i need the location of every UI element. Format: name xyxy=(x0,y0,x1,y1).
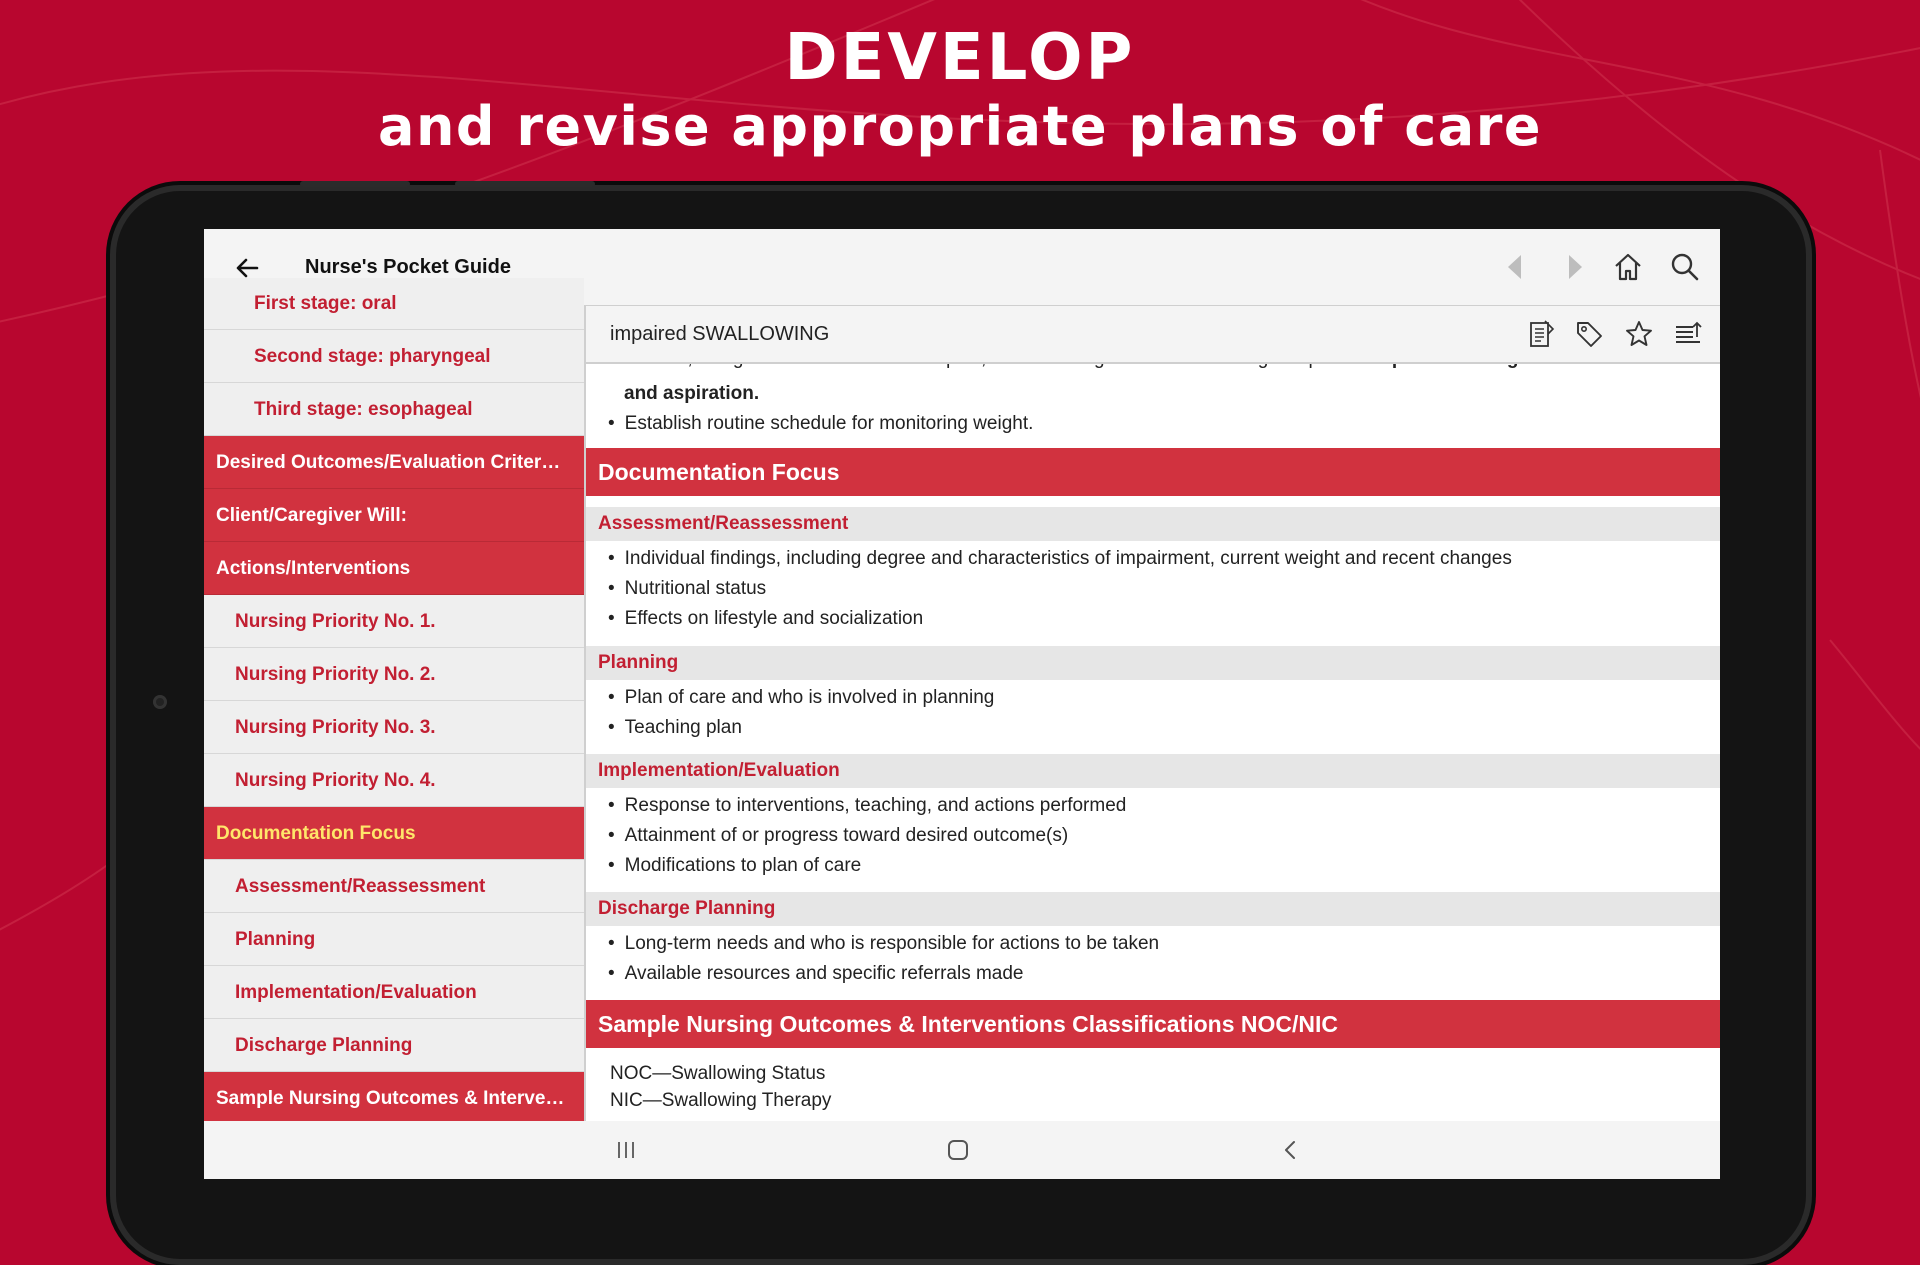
toc-item-planning[interactable]: Planning xyxy=(204,913,584,966)
subsection-heading-assessment: Assessment/Reassessment xyxy=(586,507,1720,541)
toc-item-first-stage[interactable]: First stage: oral xyxy=(204,278,584,330)
section-heading-documentation-focus: Documentation Focus xyxy=(586,448,1720,496)
headline-subtitle: and revise appropriate plans of care xyxy=(378,95,1542,158)
app-screen xyxy=(204,229,1720,1179)
recent-apps-icon[interactable] xyxy=(613,1137,639,1163)
list-item: • Modifications to plan of care xyxy=(608,851,861,881)
list-item: • Individual findings, including degree and characteristics of impairment, current weight and recent changes xyxy=(608,544,1512,574)
prev-page-icon[interactable] xyxy=(1500,251,1532,283)
home-icon[interactable] xyxy=(1612,251,1644,283)
toc-item-documentation-focus[interactable]: Documentation Focus xyxy=(204,807,584,860)
toc-item-client-caregiver[interactable]: Client/Caregiver Will: xyxy=(204,489,584,542)
toc-item-implementation[interactable]: Implementation/Evaluation xyxy=(204,966,584,1019)
list-item: • Available resources and specific referrals made xyxy=(608,959,1024,989)
next-page-icon[interactable] xyxy=(1558,251,1590,283)
tablet-power-button xyxy=(455,181,595,187)
cut-off-bold-line: and aspiration. xyxy=(624,383,760,404)
notes-icon[interactable] xyxy=(1526,319,1556,349)
toc-item-desired-outcomes[interactable]: Desired Outcomes/Evaluation Criter… xyxy=(204,436,584,489)
topic-bar xyxy=(586,306,1720,364)
toc-item-discharge[interactable]: Discharge Planning xyxy=(204,1019,584,1072)
list-item: • Establish routine schedule for monitoring weight. xyxy=(608,409,1033,439)
nic-text: NIC—Swallowing Therapy xyxy=(610,1090,832,1111)
topic-title: impaired SWALLOWING xyxy=(610,323,830,345)
content-pane[interactable] xyxy=(586,306,1720,1121)
list-item: • Response to interventions, teaching, and actions performed xyxy=(608,791,1126,821)
system-back-icon[interactable] xyxy=(1278,1137,1304,1163)
toc-item-assessment[interactable]: Assessment/Reassessment xyxy=(204,860,584,913)
tablet-volume-button xyxy=(300,181,410,187)
toc-item-second-stage[interactable]: Second stage: pharyngeal xyxy=(204,330,584,383)
toc-icon[interactable] xyxy=(1673,319,1703,349)
noc-text: NOC—Swallowing Status xyxy=(610,1063,826,1084)
tag-icon[interactable] xyxy=(1574,319,1604,349)
toc-item-third-stage[interactable]: Third stage: esophageal xyxy=(204,383,584,436)
home-button-icon[interactable] xyxy=(945,1137,971,1163)
list-item: • Nutritional status xyxy=(608,574,766,604)
subsection-heading-implementation: Implementation/Evaluation xyxy=(586,754,1720,788)
toc-item-sample-nursing-outcomes[interactable]: Sample Nursing Outcomes & Interve… xyxy=(204,1072,584,1125)
list-item: • Attainment of or progress toward desired outcome(s) xyxy=(608,821,1068,851)
app-title: Nurse's Pocket Guide xyxy=(305,256,511,278)
headline-title: DEVELOP xyxy=(784,21,1136,95)
table-of-contents-sidebar[interactable] xyxy=(204,293,586,1121)
toc-item-priority-4[interactable]: Nursing Priority No. 4. xyxy=(204,754,584,807)
search-icon[interactable] xyxy=(1669,251,1701,283)
toc-item-priority-1[interactable]: Nursing Priority No. 1. xyxy=(204,595,584,648)
list-item: • Long-term needs and who is responsible for actions to be taken xyxy=(608,929,1159,959)
camera-icon xyxy=(153,695,167,709)
system-navigation-bar xyxy=(204,1121,1720,1179)
star-icon[interactable] xyxy=(1624,319,1654,349)
toc-item-priority-3[interactable]: Nursing Priority No. 3. xyxy=(204,701,584,754)
toc-item-actions-interventions[interactable]: Actions/Interventions xyxy=(204,542,584,595)
list-item: • Teaching plan xyxy=(608,713,742,743)
toc-item-priority-2[interactable]: Nursing Priority No. 2. xyxy=(204,648,584,701)
subsection-heading-discharge: Discharge Planning xyxy=(586,892,1720,926)
subsection-heading-planning: Planning xyxy=(586,646,1720,680)
section-heading-noc-nic: Sample Nursing Outcomes & Interventions Classifications NOC/NIC xyxy=(586,1000,1720,1048)
headline xyxy=(0,22,1920,160)
list-item: • Effects on lifestyle and socialization xyxy=(608,604,923,634)
list-item: • Plan of care and who is involved in planning xyxy=(608,683,994,713)
